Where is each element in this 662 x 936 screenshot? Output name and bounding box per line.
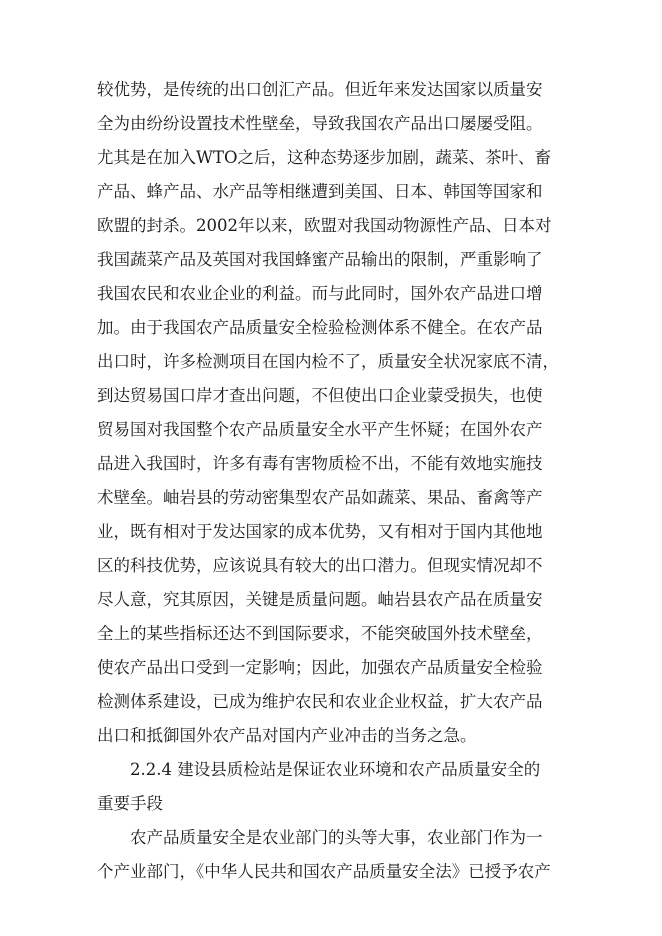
paragraph-2 [97, 821, 567, 889]
text-line: 品进入我国时，许多有毒有害物质检不出，不能有效地实施技 [97, 454, 543, 473]
text-line: 我国蔬菜产品及英国对我国蜂蜜产品输出的限制，严重影响了 [97, 250, 543, 269]
text-line: 欧盟的封杀。2002年以来，欧盟对我国动物源性产品、日本对 [97, 216, 552, 235]
text-line: 业，既有相对于发达国家的成本优势，又有相对于国内其他地 [97, 522, 543, 541]
paragraph-1 [97, 73, 567, 753]
text-line: 农产品质量安全是农业部门的头等大事，农业部门作为一 [130, 828, 543, 847]
text-line: 我国农民和农业企业的利益。而与此同时，国外农产品进口增 [97, 284, 543, 303]
section-heading [97, 753, 567, 821]
text-line: 尤其是在加入WTO之后，这种态势逐步加剧，蔬菜、茶叶、畜 [97, 148, 551, 167]
text-line: 到达贸易国口岸才查出问题，不但使出口企业蒙受损失，也使 [97, 386, 543, 405]
text-line: 加。由于我国农产品质量安全检验检测体系不健全。在农产品 [97, 318, 543, 337]
document-body [97, 73, 567, 889]
text-line: 检测体系建设，已成为维护农民和农业企业权益，扩大农产品 [97, 692, 543, 711]
text-line: 全为由纷纷设置技术性壁垒，导致我国农产品出口屡屡受阻。 [97, 114, 543, 133]
text-line: 产品、蜂产品、水产品等相继遭到美国、日本、韩国等国家和 [97, 182, 543, 201]
section-heading-line: 2.2.4 建设县质检站是保证农业环境和农产品质量安全的 [130, 760, 541, 779]
text-line: 全上的某些指标还达不到国际要求，不能突破国外技术壁垒， [97, 624, 543, 643]
text-line: 术壁垒。岫岩县的劳动密集型农产品如蔬菜、果品、畜禽等产 [97, 488, 543, 507]
text-line: 个产业部门，《中华人民共和国农产品质量安全法》已授予农产 [97, 862, 551, 881]
text-line: 出口时，许多检测项目在国内检不了，质量安全状况家底不清， [97, 352, 559, 371]
text-line: 尽人意，究其原因，关键是质量问题。岫岩县农产品在质量安 [97, 590, 543, 609]
text-line: 使农产品出口受到一定影响；因此，加强农产品质量安全检验 [97, 658, 543, 677]
text-line: 区的科技优势，应该说具有较大的出口潜力。但现实情况却不 [97, 556, 543, 575]
text-line: 出口和抵御国外农产品对国内产业冲击的当务之急。 [97, 726, 477, 745]
text-line: 较优势，是传统的出口创汇产品。但近年来发达国家以质量安 [97, 80, 543, 99]
text-line: 贸易国对我国整个农产品质量安全水平产生怀疑；在国外农产 [97, 420, 543, 439]
section-heading-line: 重要手段 [97, 794, 163, 813]
